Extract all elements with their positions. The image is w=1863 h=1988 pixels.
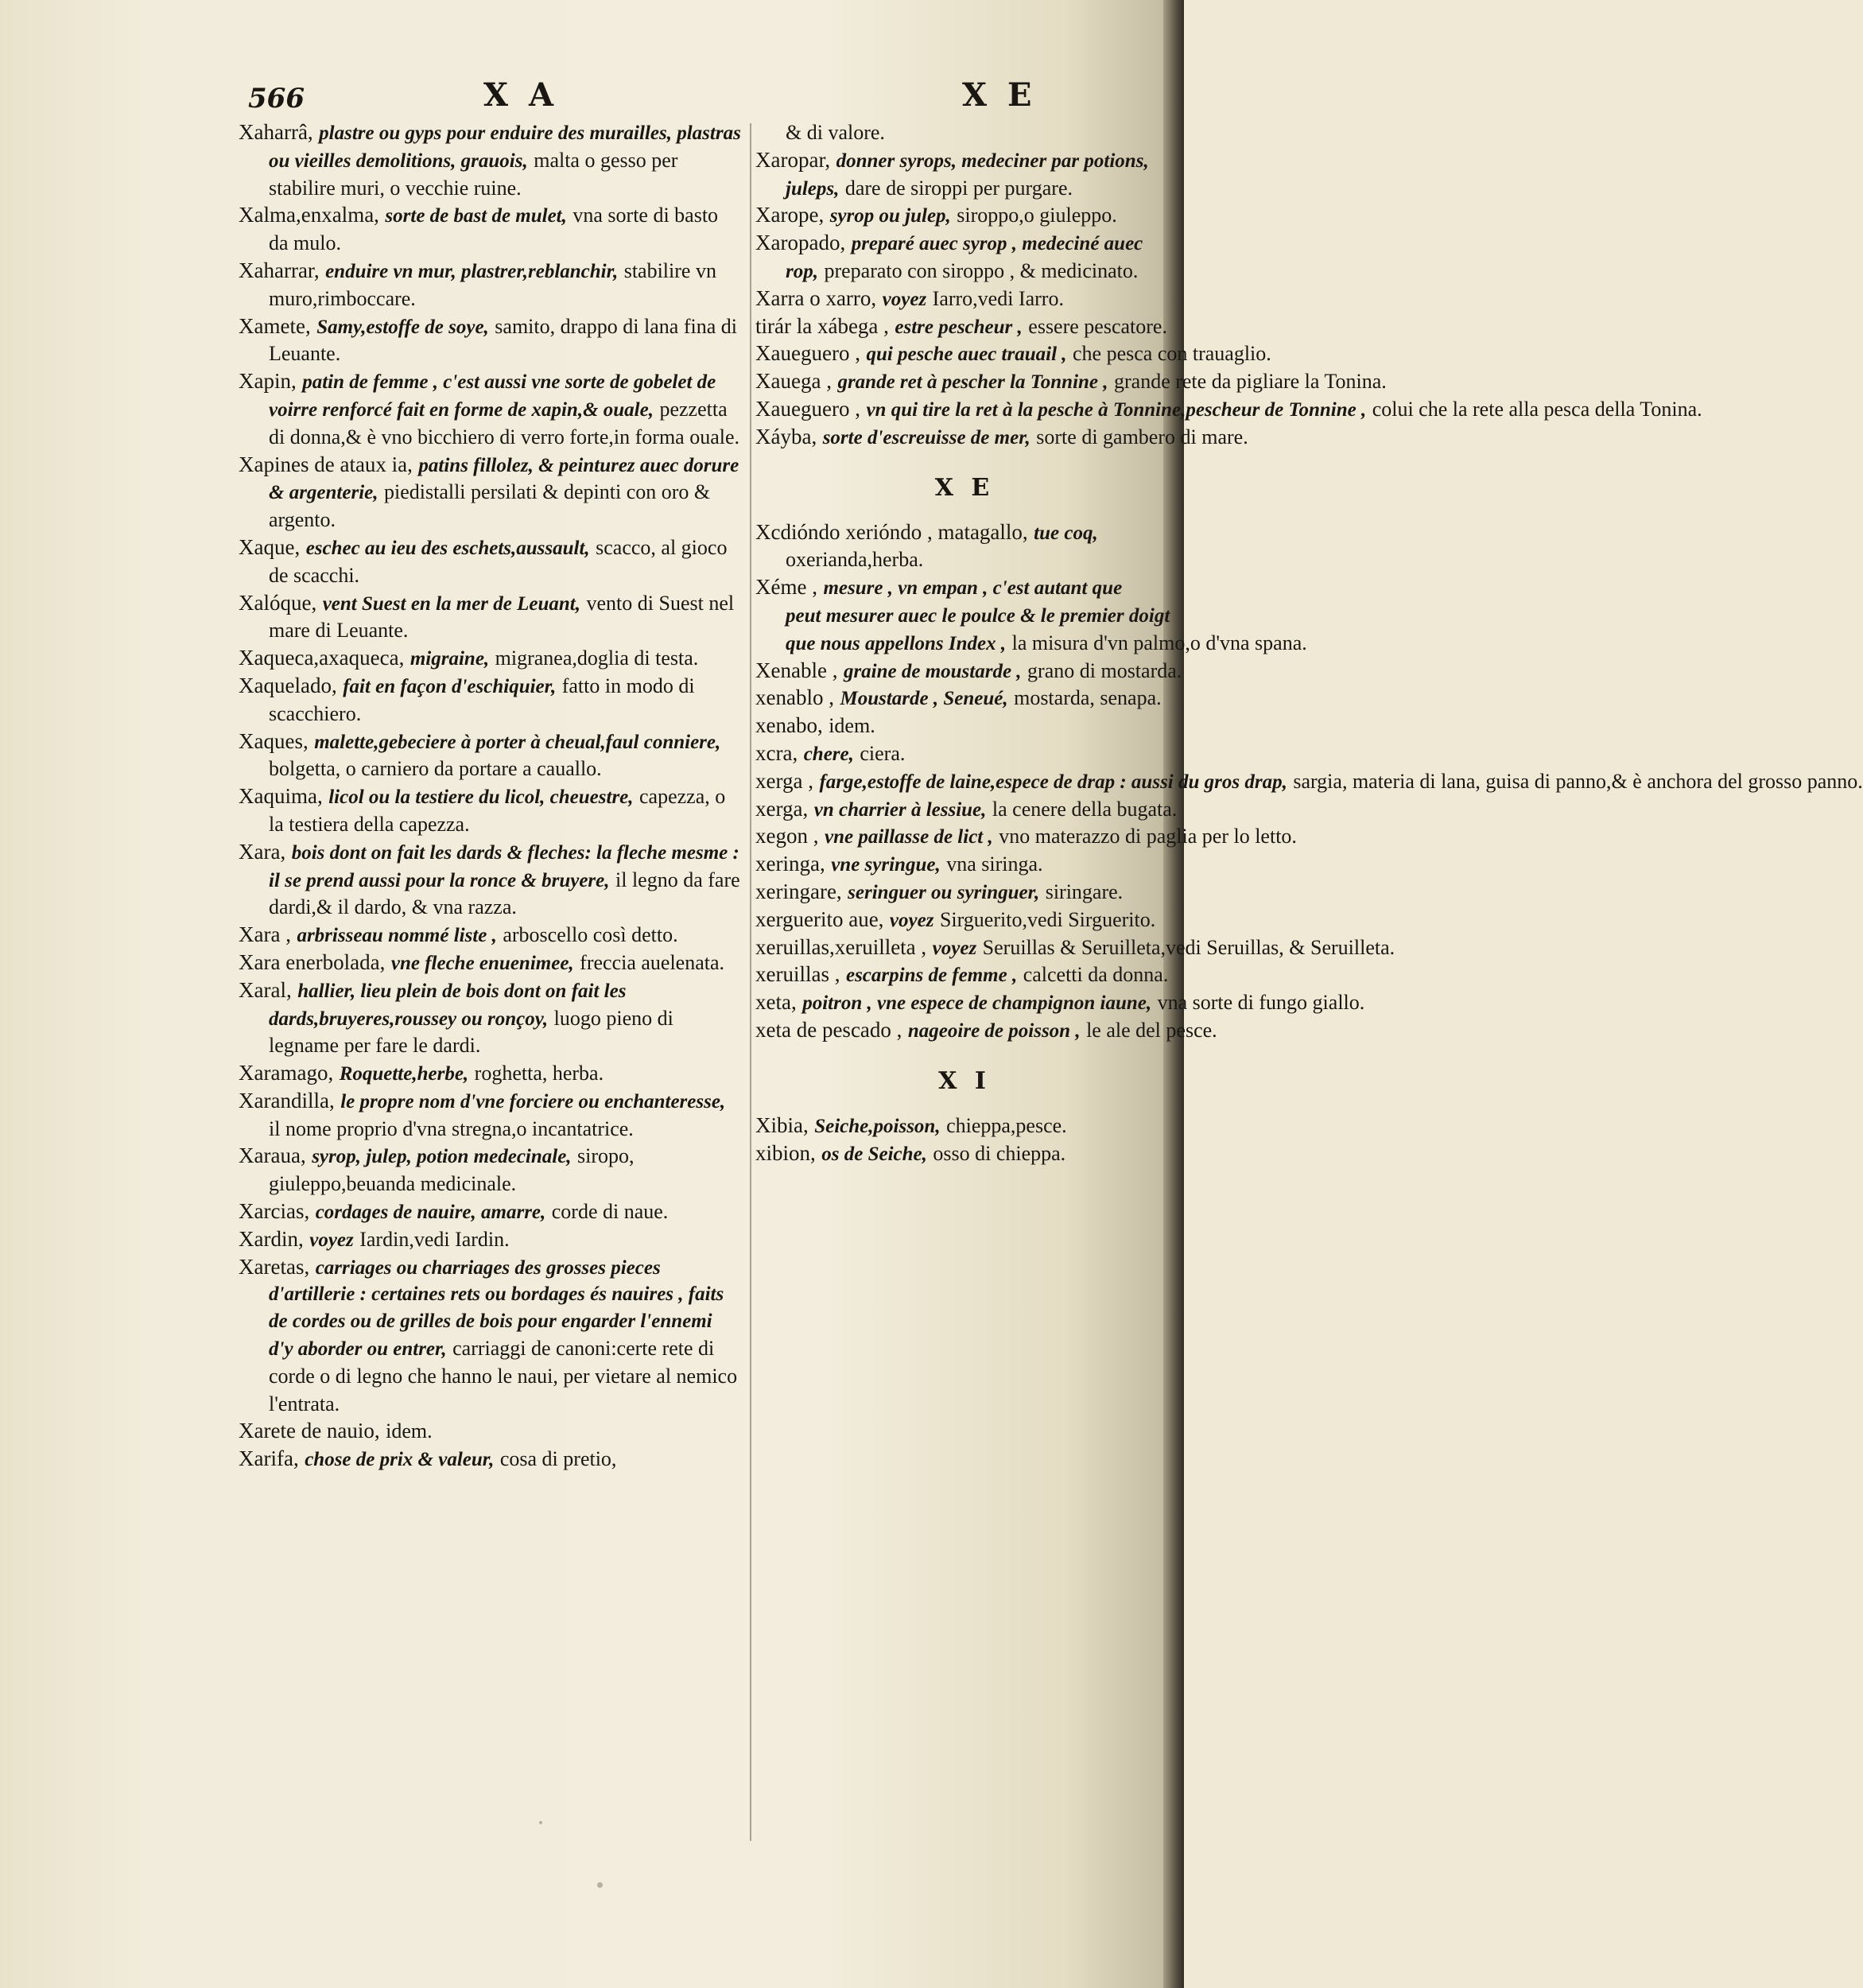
dictionary-entry <box>755 989 1365 1017</box>
entry-italian: che pesca con trauaglio. <box>1073 342 1271 366</box>
entry-italian: Iarro,vedi Iarro. <box>932 286 1064 310</box>
entry-italian: roghetta, herba. <box>474 1062 604 1085</box>
dictionary-entry <box>755 119 1174 147</box>
dictionary-entry <box>755 285 1174 313</box>
entry-french: licol ou la testiere du licol, cheuestre, <box>328 786 634 809</box>
entry-french: sorte d'escreuisse de mer, <box>822 426 1030 448</box>
entry-italian: piedistalli persilati & depinti con oro & argento. <box>269 480 711 532</box>
entry-french: enduire vn mur, plastrer,reblanchir, <box>325 260 619 282</box>
entry-italian: samito, drappo di lana fina di Leuante. <box>269 314 737 366</box>
entry-french: que nous appellons Index , <box>786 632 1007 654</box>
entry-italian: carriaggi de canoni:certe rete di corde o di legno che hanno le naui, per vietare al nemico l'entrata. <box>269 1337 738 1415</box>
entry-french: migraine, <box>409 648 490 670</box>
dictionary-entry <box>755 712 1174 740</box>
entry-italian: osso di chieppa. <box>933 1141 1066 1165</box>
entry-headword: xeringa, <box>755 852 825 876</box>
dictionary-entry <box>239 839 741 922</box>
dictionary-entry <box>239 1060 741 1088</box>
dictionary-entry <box>755 519 1174 547</box>
ink-spot <box>597 1882 603 1888</box>
entry-headword: Xaquima, <box>239 784 323 809</box>
entry-french: le propre nom d'vne forciere ou enchanteresse, <box>340 1090 726 1112</box>
entry-italian: oxerianda,herba. <box>786 548 924 572</box>
entry-french: hallier, lieu plein de bois dont on fait les dards,bruyeres,roussey ou ronçoy, <box>269 980 627 1030</box>
column-divider <box>750 123 751 1841</box>
dictionary-entry <box>239 977 741 1060</box>
entry-italian: Iardin,vedi Iardin. <box>359 1227 510 1251</box>
entry-italian: luogo pieno di legname per fare le dardi. <box>269 1006 673 1058</box>
entry-french: plastre ou gyps pour enduire des murailles, plastras ou vieilles demolitions, grauois, <box>269 122 741 172</box>
dictionary-entry <box>239 1198 741 1226</box>
entry-french: chose de prix & valeur, <box>305 1449 495 1471</box>
entry-french: Moustarde , Seneué, <box>840 688 1008 710</box>
dictionary-entry <box>239 783 741 839</box>
entry-french: graine de moustarde , <box>843 660 1022 682</box>
entry-french: os de Seiche, <box>821 1143 927 1165</box>
entry-headword: xerguerito aue, <box>755 907 884 931</box>
entry-french: preparé auec syrop , medeciné auec <box>851 233 1143 255</box>
dictionary-entry <box>755 1112 1174 1140</box>
entry-italian: siroppo,o giuleppo. <box>957 204 1117 227</box>
entry-italian: le ale del pesce. <box>1086 1018 1217 1042</box>
dictionary-entry <box>239 1143 741 1198</box>
entry-french: donner syrops, medeciner par potions, <box>836 149 1149 172</box>
ink-spot <box>539 1821 542 1824</box>
entry-french: vne fleche enuenimee, <box>390 952 574 974</box>
entry-headword: xcra, <box>755 740 798 765</box>
entry-headword: Xauega , <box>755 369 832 394</box>
dictionary-entry <box>755 823 1297 851</box>
entry-headword: Xapines de ataux ia, <box>239 452 413 476</box>
dictionary-entry <box>755 907 1174 934</box>
running-head-left: X A <box>483 76 558 114</box>
xi-entries <box>755 1112 1174 1168</box>
dictionary-entry <box>239 1088 741 1143</box>
entry-french: rop, <box>786 260 818 282</box>
dictionary-entry <box>755 879 1174 907</box>
entry-headword: Xalóque, <box>239 590 317 615</box>
entry-french: patin de femme , c'est aussi vne sorte de gobelet de voirre renforcé fait en forme de xapin,& ouale, <box>269 371 716 421</box>
page-number: 566 <box>248 83 305 115</box>
dictionary-entry <box>755 230 1174 258</box>
dictionary-entry <box>239 534 741 590</box>
entry-headword: Xara , <box>239 922 291 947</box>
entry-italian: pezzetta di donna,& è vno bicchiero di verro forte,in forma ouale. <box>269 397 740 448</box>
dictionary-entry <box>239 1254 741 1419</box>
entry-french: vne paillasse de lict , <box>824 826 993 848</box>
dictionary-entry <box>239 313 741 369</box>
entry-french: voyez <box>889 909 934 931</box>
entry-italian: arboscello così detto. <box>503 923 678 947</box>
dictionary-entry <box>239 202 741 258</box>
dictionary-entry <box>755 258 1174 285</box>
dictionary-entry <box>239 368 741 451</box>
entry-headword: tirár la xábega , <box>755 313 889 338</box>
entry-italian: cosa di pretio, <box>499 1447 617 1471</box>
entry-headword: Xamete, <box>239 313 311 338</box>
entry-headword: Xaueguero , <box>755 341 860 366</box>
entry-headword: Xaral, <box>239 977 292 1002</box>
xa-continuation-entries <box>755 119 1702 452</box>
dictionary-entry <box>755 340 1271 368</box>
entry-headword: xeruillas,xeruilleta , <box>755 934 927 959</box>
entry-headword: Xara, <box>239 839 286 864</box>
entry-headword: Xáyba, <box>755 424 817 448</box>
entry-italian: grande rete da pigliare la Tonina. <box>1114 370 1387 394</box>
entry-italian: colui che la rete alla pesca della Tonina. <box>1372 397 1702 421</box>
entry-headword: Xapin, <box>239 369 297 394</box>
entry-headword: xenablo , <box>755 685 834 710</box>
entry-italian: malta o gesso per stabilire muri, o vecchie ruine. <box>269 148 678 200</box>
entry-french: qui pesche auec trauail , <box>866 344 1067 366</box>
entry-italian: chieppa,pesce. <box>946 1113 1067 1137</box>
dictionary-entry <box>239 1446 741 1474</box>
entry-italian: vna siringa. <box>946 852 1043 876</box>
entry-french: mesure , vn empan , c'est autant que <box>823 577 1123 600</box>
entry-french: voyez <box>932 937 977 959</box>
entry-french: vent Suest en la mer de Leuant, <box>322 592 581 615</box>
entry-headword: Xara enerbolada, <box>239 949 386 974</box>
entry-french: syrop, julep, potion medecinale, <box>312 1146 572 1168</box>
dictionary-entry <box>239 949 741 977</box>
xe-entries <box>755 519 1863 1045</box>
dictionary-entry <box>239 1418 741 1446</box>
entry-italian: idem. <box>386 1419 433 1443</box>
dictionary-entry <box>755 851 1174 879</box>
entry-italian: vna sorte di fungo giallo. <box>1157 991 1365 1015</box>
entry-italian: idem. <box>829 714 875 738</box>
dictionary-entry <box>755 740 1174 768</box>
entry-italian: scacco, al gioco de scacchi. <box>269 535 728 587</box>
section-heading-xi: X I <box>938 1066 991 1095</box>
entry-headword: Xarcias, <box>239 1199 310 1224</box>
section-heading-xe: X E <box>934 473 995 502</box>
entry-italian: vno materazzo di paglia per lo letto. <box>999 825 1297 848</box>
entry-headword: Xarifa, <box>239 1446 299 1471</box>
entry-italian: preparato con siroppo , & medicinato. <box>824 258 1139 282</box>
entry-headword: xeta de pescado , <box>755 1017 902 1042</box>
entry-italian: ciera. <box>860 741 906 765</box>
entry-italian: siringare. <box>1045 879 1124 903</box>
dictionary-entry <box>755 424 1248 452</box>
entry-italian: corde di naue. <box>551 1200 669 1224</box>
entry-french: patins fillolez, & peinturez auec dorure & argenterie, <box>269 454 739 504</box>
entry-french: bois dont on fait les dards & fleches: la fleche mesme : il se prend aussi pour la ronce & bruyere, <box>269 841 739 891</box>
entry-french: farge,estoffe de laine,espece de drap : aussi du gros drap, <box>819 771 1287 793</box>
entry-french: fait en façon d'eschiquier, <box>343 675 557 697</box>
entry-headword: Xaretas, <box>239 1254 310 1279</box>
entry-french: chere, <box>803 743 854 765</box>
entry-french: grande ret à pescher la Tonnine , <box>837 371 1108 394</box>
running-head-right: X E <box>962 76 1037 114</box>
entry-french: peut mesurer auec le poulce & le premier doigt <box>786 604 1170 627</box>
dictionary-entry <box>755 147 1174 175</box>
entry-headword: Xibia, <box>755 1112 809 1137</box>
entry-headword: Xéme , <box>755 575 817 600</box>
dictionary-entry <box>755 685 1174 712</box>
dictionary-entry <box>755 1140 1174 1168</box>
entry-french: nageoire de poisson , <box>907 1019 1081 1042</box>
entry-headword: Xaueguero , <box>755 396 860 421</box>
dictionary-entry <box>755 768 1863 796</box>
entry-headword: Xaquelado, <box>239 673 337 697</box>
dictionary-entry <box>755 313 1174 341</box>
entry-french: seringuer ou syringuer, <box>848 881 1040 903</box>
entry-headword: Xcdióndo xerióndo , matagallo, <box>755 519 1028 544</box>
dictionary-entry <box>755 574 1174 602</box>
entry-italian: essere pescatore. <box>1028 314 1167 338</box>
entry-french: sorte de bast de mulet, <box>385 205 567 227</box>
entry-italian: siropo, giuleppo,beuanda medicinale. <box>269 1144 635 1196</box>
entry-french: Samy,estoffe de soye, <box>316 316 489 338</box>
entry-headword: xibion, <box>755 1140 816 1165</box>
entry-headword: Xaques, <box>239 728 309 753</box>
entry-french: vn qui tire la ret à la pesche à Tonnine,pescheur de Tonnine , <box>866 398 1367 421</box>
entry-headword: Xarete de nauio, <box>239 1419 380 1443</box>
entry-italian: & di valore. <box>786 121 885 144</box>
dictionary-entry <box>239 258 741 313</box>
entry-headword: Xarra o xarro, <box>755 285 877 310</box>
entry-headword: Xenable , <box>755 658 838 682</box>
entry-headword: Xaropado, <box>755 231 846 255</box>
entry-headword: Xardin, <box>239 1226 304 1251</box>
entry-headword: Xaharrar, <box>239 258 320 282</box>
entry-italian: vna sorte di basto da mulo. <box>269 204 719 255</box>
entry-french: cordages de nauire, amarre, <box>315 1202 546 1224</box>
entry-italian: freccia auelenata. <box>580 950 725 974</box>
entry-headword: Xalma,enxalma, <box>239 203 379 227</box>
entry-french: juleps, <box>786 177 840 200</box>
dictionary-entry <box>239 452 741 534</box>
entry-french: Seiche,poisson, <box>814 1115 941 1137</box>
entry-italian: fatto in modo di scacchiero. <box>269 674 695 725</box>
entry-italian: grano di mostarda. <box>1027 658 1182 682</box>
entry-italian: stabilire vn muro,rimboccare. <box>269 258 716 310</box>
entry-headword: Xaqueca,axaqueca, <box>239 646 405 670</box>
dictionary-entry <box>755 202 1174 230</box>
dictionary-entry <box>755 396 1702 424</box>
entry-headword: Xaramago, <box>239 1061 334 1085</box>
dictionary-entry <box>755 658 1182 685</box>
entry-headword: xeringare, <box>755 879 842 903</box>
entry-italian: bolgetta, o carniero da portare a cauallo. <box>269 757 602 781</box>
entry-french: arbrisseau nommé liste , <box>297 925 497 947</box>
entry-italian: il nome proprio d'vna stregna,o incantatrice. <box>269 1116 634 1140</box>
entry-italian: migranea,doglia di testa. <box>495 646 699 670</box>
entry-french: estre pescheur , <box>895 316 1023 338</box>
dictionary-entry <box>239 673 741 728</box>
dictionary-entry <box>239 728 741 784</box>
entry-headword: Xaharrâ, <box>239 120 313 144</box>
entry-italian: sargia, materia di lana, guisa di panno,& è anchora del grosso panno. <box>1293 769 1863 793</box>
entry-headword: Xaque, <box>239 534 301 559</box>
dictionary-entry <box>239 922 741 949</box>
entry-italian: mostarda, senapa. <box>1014 686 1162 710</box>
dictionary-entry <box>239 1226 741 1254</box>
entry-italian: la misura d'vn palmo,o d'vna spana. <box>1011 631 1307 654</box>
dictionary-entry <box>755 796 1178 824</box>
entry-french: malette,gebeciere à porter à cheual,faul conniere, <box>314 731 721 753</box>
dictionary-entry <box>755 602 1174 630</box>
entry-italian: calcetti da donna. <box>1023 963 1169 987</box>
entry-french: carriages ou charriages des grosses pieces d'artillerie : certaines rets ou bordages és nauires , faits de cordes ou de grilles de bois pour engarder l'ennemi d'y aborder ou entrer, <box>269 1256 724 1361</box>
entry-french: syrop ou julep, <box>829 205 951 227</box>
entry-headword: xerga , <box>755 768 813 793</box>
entry-french: voyez <box>882 288 927 310</box>
dictionary-entry <box>755 175 1174 203</box>
entry-headword: Xarope, <box>755 203 825 227</box>
entry-headword: xegon , <box>755 824 819 848</box>
entry-french: vne syringue, <box>831 854 941 876</box>
entry-french: Roquette,herbe, <box>339 1063 469 1085</box>
dictionary-entry <box>755 961 1174 989</box>
entry-headword: Xaraua, <box>239 1143 306 1168</box>
dictionary-entry <box>755 630 1307 658</box>
dictionary-entry <box>755 1017 1217 1045</box>
entry-headword: xerga, <box>755 796 809 821</box>
entry-headword: xeta, <box>755 990 797 1015</box>
entry-italian: vento di Suest nel mare di Leuante. <box>269 591 735 643</box>
dictionary-entry <box>239 645 741 673</box>
dictionary-entry <box>755 546 1174 574</box>
dictionary-entry <box>239 119 741 202</box>
entry-italian: capezza, o la testiera della capezza. <box>269 785 726 836</box>
entry-french: eschec au ieu des eschets,aussault, <box>305 537 590 559</box>
entry-french: escarpins de femme , <box>845 965 1018 987</box>
dictionary-entry <box>239 590 741 646</box>
entry-italian: Sirguerito,vedi Sirguerito. <box>939 907 1156 931</box>
entry-french: voyez <box>309 1229 354 1251</box>
entry-french: poitron , vne espece de champignon iaune, <box>802 992 1152 1015</box>
entry-headword: Xaropar, <box>755 147 831 172</box>
entry-italian: Seruillas & Seruilleta,vedi Seruillas, & Seruilleta. <box>982 935 1395 959</box>
dictionary-entry <box>755 368 1387 396</box>
entry-french: vn charrier à lessiue, <box>813 798 987 821</box>
left-column <box>239 119 741 1474</box>
entry-italian: dare de siroppi per purgare. <box>844 176 1073 200</box>
entry-headword: xenabo, <box>755 713 823 738</box>
entry-french: tue coq, <box>1034 522 1098 544</box>
right-column <box>755 119 1863 1167</box>
entry-headword: xeruillas , <box>755 962 840 987</box>
entry-headword: Xarandilla, <box>239 1088 335 1112</box>
entry-italian: la cenere della bugata. <box>992 797 1178 821</box>
entry-italian: il legno da fare dardi,& il dardo, & vna razza. <box>269 868 740 919</box>
dictionary-entry <box>755 934 1395 962</box>
entry-italian: sorte di gambero di mare. <box>1036 425 1248 448</box>
